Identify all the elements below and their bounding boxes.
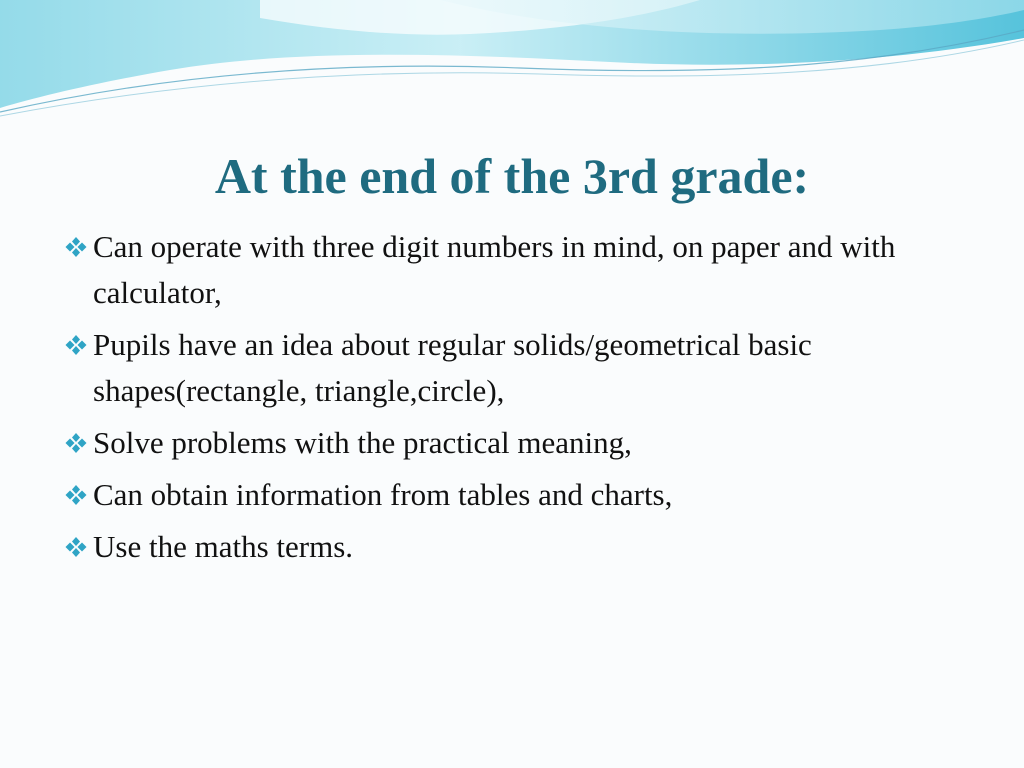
four-diamond-bullet-icon [64,432,88,454]
slide-title: At the end of the 3rd grade: [214,148,810,204]
four-diamond-bullet-icon [64,536,88,558]
bullet-item [62,524,962,570]
bullet-item [62,224,962,316]
bullet-text: Pupils have an idea about regular solids/geometrical basic shapes(rectangle, triangle,circle), [93,327,812,408]
decorative-wave-header [0,0,1024,120]
four-diamond-bullet-icon [64,484,88,506]
bullet-item [62,322,962,414]
bullet-text: Use the maths terms. [93,529,354,564]
bullet-list [62,224,962,576]
bullet-text: Can operate with three digit numbers in mind, on paper and with calculator, [93,229,896,310]
four-diamond-bullet-icon [64,236,88,258]
bullet-text: Solve problems with the practical meaning, [93,425,632,460]
bullet-item [62,472,962,518]
four-diamond-bullet-icon [64,334,88,356]
bullet-text: Can obtain information from tables and charts, [93,477,673,512]
bullet-item [62,420,962,466]
